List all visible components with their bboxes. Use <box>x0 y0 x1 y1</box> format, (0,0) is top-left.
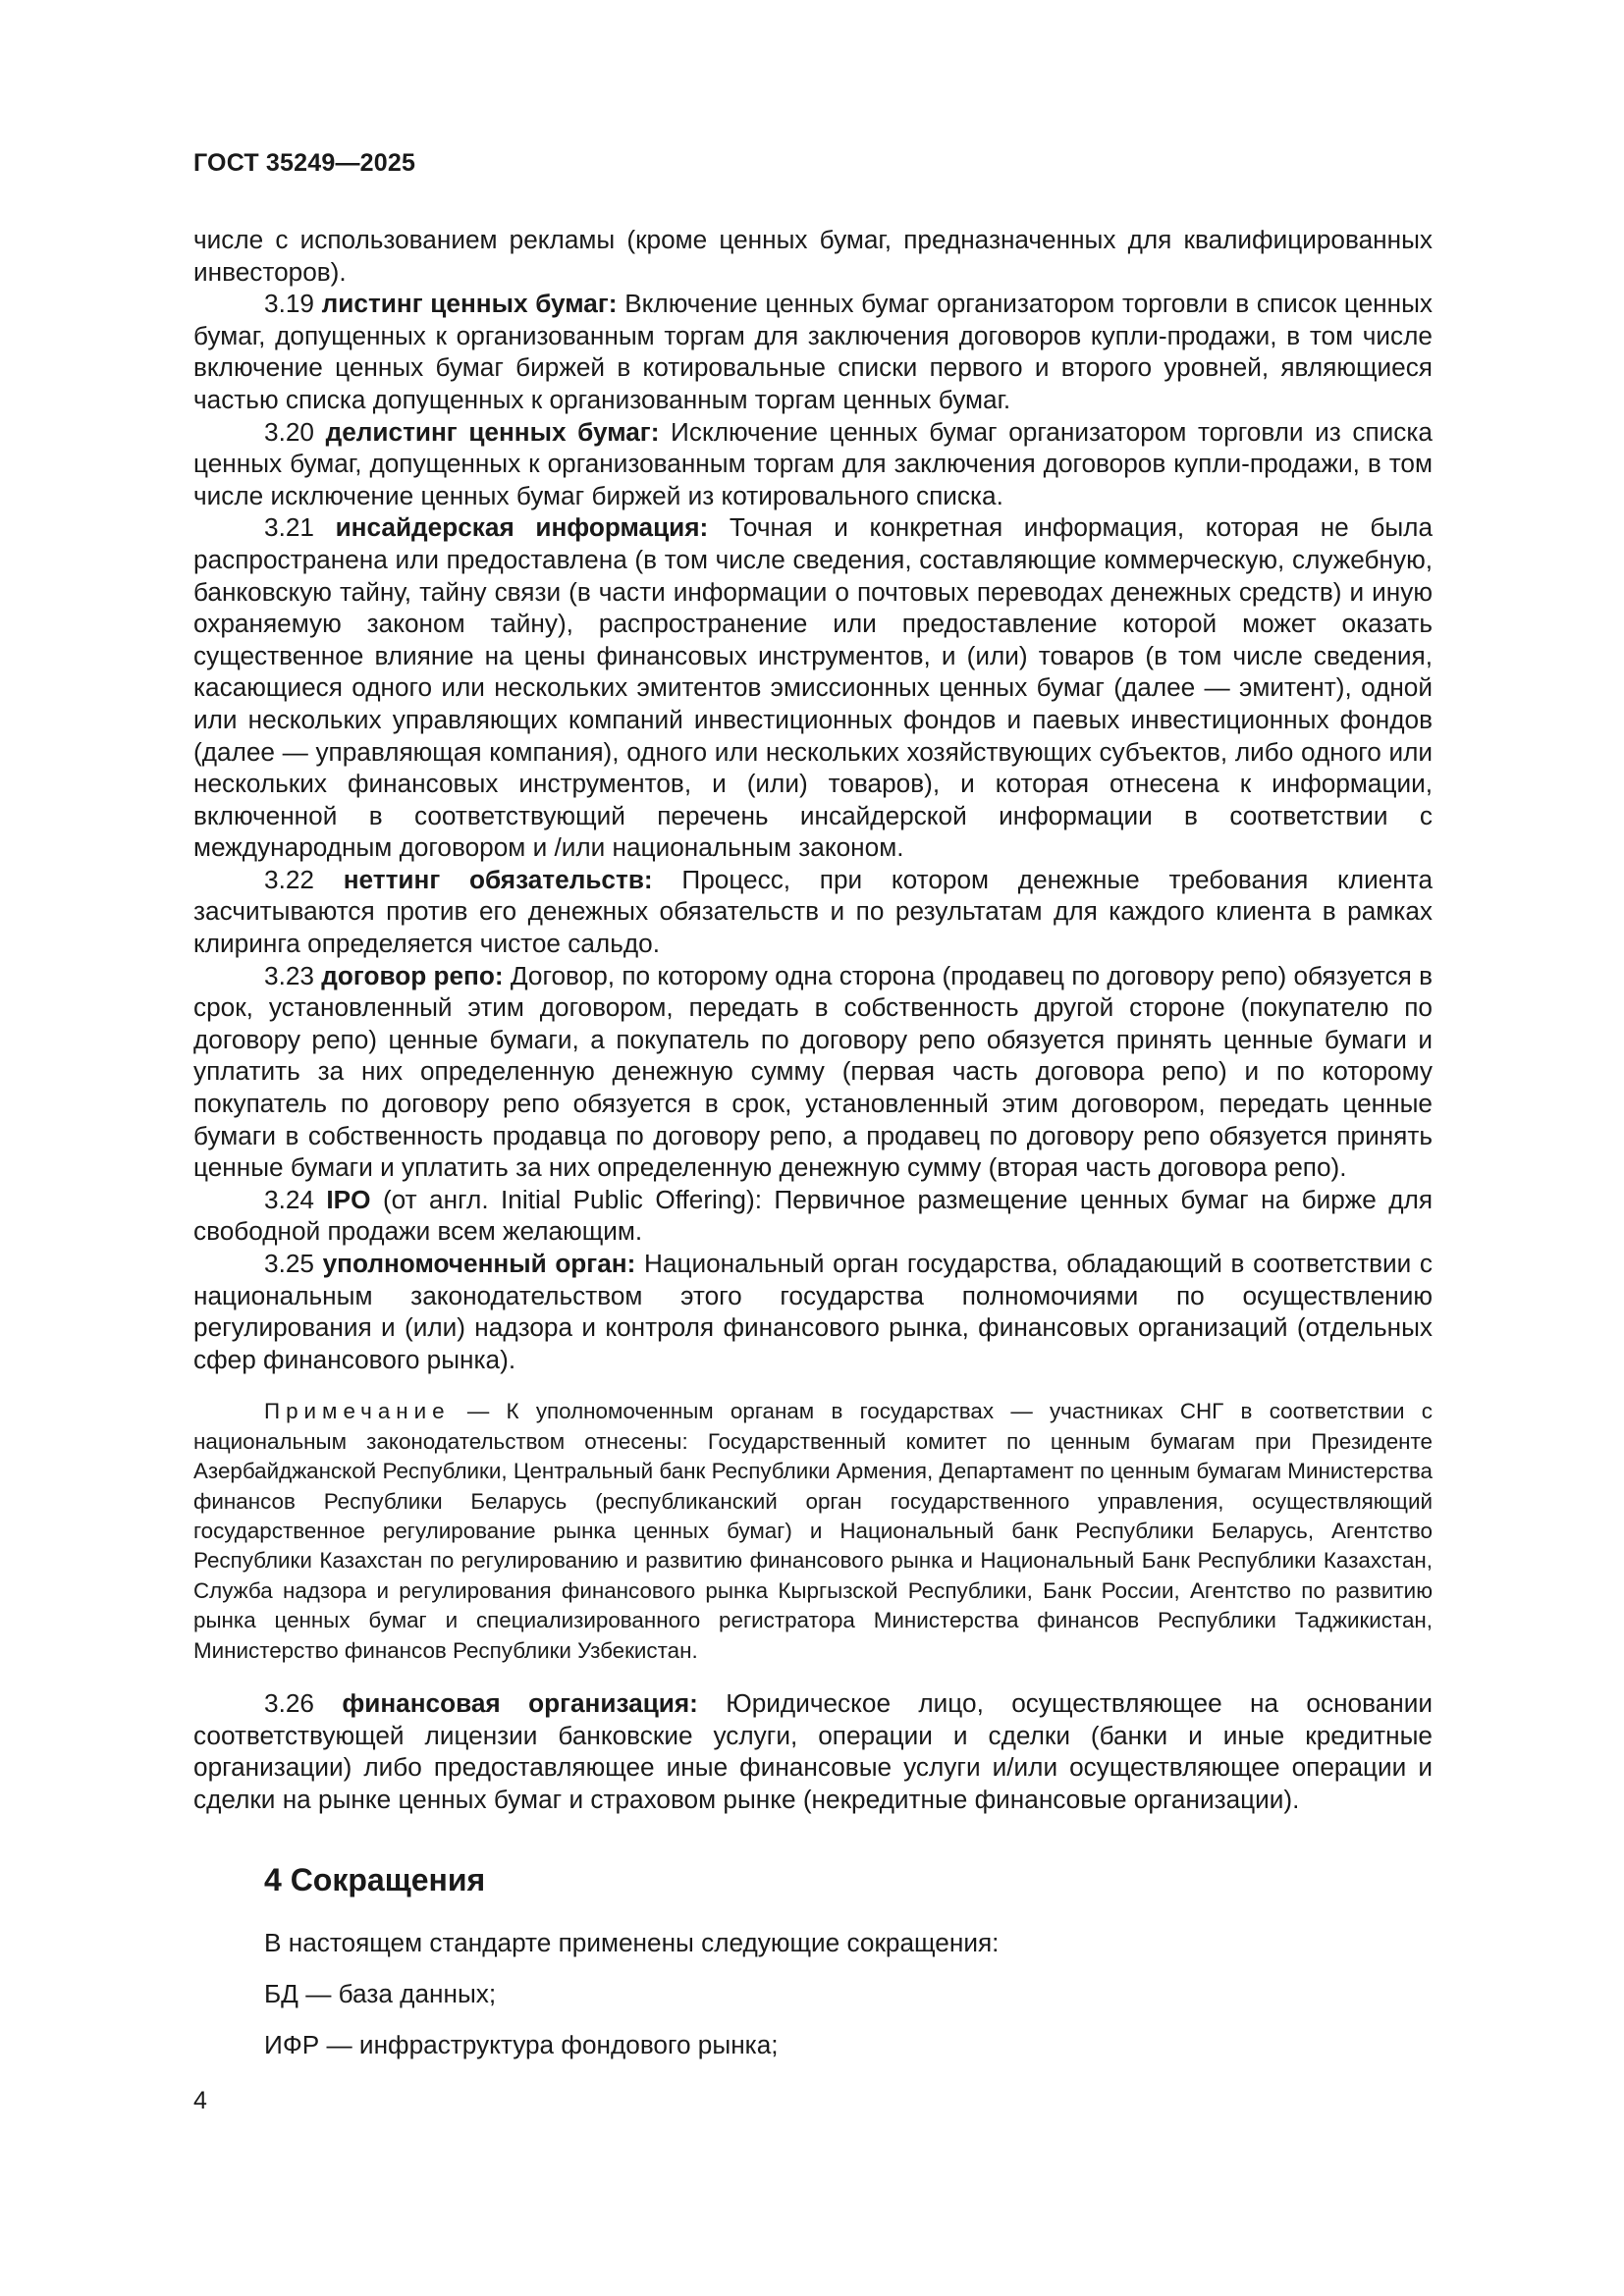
term-number: 3.20 <box>264 416 314 447</box>
term-definition: Национальный орган государства, обладающий в соответствии с национальным законодательством этого государства полномочиями по осуществлению регулирования и (или) надзора и контроля финансового рынка, финансовых организаций (отдельных сфер финансового рынка). <box>193 1249 1434 1374</box>
term-definition: Включение ценных бумаг организатором торговли в список ценных бумаг, допущенных к организованным торгам для заключения договоров купли-продажи, в том числе включение ценных бумаг биржей в котировальные списки первого и второго уровней, являющиеся частью списка допущенных к организованным торгам ценных бумаг. <box>193 289 1433 414</box>
term-definition: Договор, по которому одна сторона (продавец по договору репо) обязуется в срок, установленный этим договором, передать в собственность другой стороне (покупателю по договору репо) ценные бумаги, а покупатель по договору репо обязуется принять ценные бумаги и уплатить за них определенную денежную сумму (первая часть договора репо) и по которому покупатель по договору репо обязуется в срок, установленный этим договором, передать ценные бумаги в собственность продавца по договору репо, а продавец по договору репо обязуется принять ценные бумаги и уплатить за них определенную денежную сумму (вторая часть договора репо). <box>193 960 1433 1183</box>
document-body <box>193 224 1433 2080</box>
abbreviation-item: ИФР — инфраструктура фондового рынка; <box>264 2030 779 2060</box>
term-title: уполномоченный орган: <box>322 1249 636 1278</box>
term-3-19 <box>193 288 1433 415</box>
section-title: 4 Сокращения <box>264 1862 486 1898</box>
section-intro: В настоящем стандарте применены следующие сокращения: <box>264 1928 1000 1958</box>
term-title: IPO <box>326 1184 371 1214</box>
term-number: 3.23 <box>264 960 314 990</box>
term-number: 3.22 <box>264 864 314 894</box>
term-3-21 <box>193 511 1433 864</box>
term-definition: Точная и конкретная информация, которая не была распространена или предоставлена (в том числе сведения, составляющие коммерческую, служебную, банковскую тайну, тайну связи (в части информации о почтовых переводах денежных средств) и иную охраняемую законом тайну), распространение или предоставление которой может оказать существенное влияние на цены финансовых инструментов, и (или) товаров (в том числе сведения, касающиеся одного или нескольких эмитентов эмиссионных ценных бумаг (далее — эмитент), одной или нескольких управляющих компаний инвестиционных фондов и паевых инвестиционных фондов (далее — управляющая компания), одного или нескольких хозяйствующих субъектов, либо одного или нескольких финансовых инструментов, и (или) товаров), и которая отнесена к информации, включенной в соответствующий перечень инсайдерской информации в соответствии с международным договором и /или национальным законом. <box>193 512 1434 863</box>
page-number: 4 <box>193 2087 207 2114</box>
intro-paragraph: числе с использованием рекламы (кроме ценных бумаг, предназначенных для квалифицированных инвесторов). <box>193 225 1433 287</box>
term-number: 3.25 <box>264 1249 314 1278</box>
term-title: неттинг обязательств: <box>343 864 653 894</box>
term-title: листинг ценных бумаг: <box>321 289 618 319</box>
term-number: 3.26 <box>264 1688 314 1719</box>
term-3-20 <box>193 416 1433 512</box>
term-number: 3.21 <box>264 512 314 543</box>
term-definition: Процесс, при котором денежные требования клиента засчитываются против его денежных обязательств и по результатам для каждого клиента в рамках клиринга определяется чистое сальдо. <box>193 864 1434 959</box>
term-definition: Исключение ценных бумаг организатором торговли из списка ценных бумаг, допущенных к организованным торгам для заключения договоров купли-продажи, в том числе исключение ценных бумаг биржей из котировального списка. <box>193 416 1433 510</box>
term-title: договор репо: <box>321 960 504 990</box>
term-number: 3.19 <box>264 289 314 319</box>
term-3-24 <box>193 1184 1433 1248</box>
note-paragraph <box>193 1397 1433 1666</box>
term-definition: (от англ. Initial Public Offering): Первичное размещение ценных бумаг на бирже для свободной продажи всем желающим. <box>193 1184 1433 1247</box>
note-text: — К уполномоченным органам в государствах — участниках СНГ в соответствии с национальным законодательством отнесены: Государственный комитет по ценным бумагам при Президенте Азербайджанской Республики, Центральный банк Республики Армения, Департамент по ценным бумагам Министерства финансов Республики Беларусь (республиканский орган государственного управления, осуществляющий государственное регулирование рынка ценных бумаг) и Национальный банк Республики Беларусь, Агентство Республики Казахстан по регулированию и развитию финансового рынка и Национальный Банк Республики Казахстан, Служба надзора и регулирования финансового рынка Кыргызской Республики, Банк России, Агентство по развитию рынка ценных бумаг и специализированного регистратора Министерства финансов Республики Таджикистан, Министерство финансов Республики Узбекистан. <box>193 1399 1433 1663</box>
term-3-26 <box>193 1687 1433 1815</box>
term-title: финансовая организация: <box>342 1688 698 1719</box>
term-3-25 <box>193 1248 1433 1375</box>
term-3-23 <box>193 960 1433 1184</box>
term-3-22 <box>193 864 1433 960</box>
abbreviation-item: БД — база данных; <box>264 1979 497 2009</box>
note-label: Примечание <box>264 1399 451 1424</box>
term-title: делистинг ценных бумаг: <box>325 416 660 447</box>
term-number: 3.24 <box>264 1184 314 1214</box>
document-header: ГОСТ 35249—2025 <box>193 149 416 177</box>
term-definition: Юридическое лицо, осуществляющее на основании соответствующей лицензии банковские услуги, операции и сделки (банки и иные кредитные организации) либо предоставляющее иные финансовые услуги и/или осуществляющее операции и сделки на рынке ценных бумаг и страховом рынке (некредитные финансовые организации). <box>193 1688 1434 1814</box>
term-title: инсайдерская информация: <box>335 512 709 543</box>
